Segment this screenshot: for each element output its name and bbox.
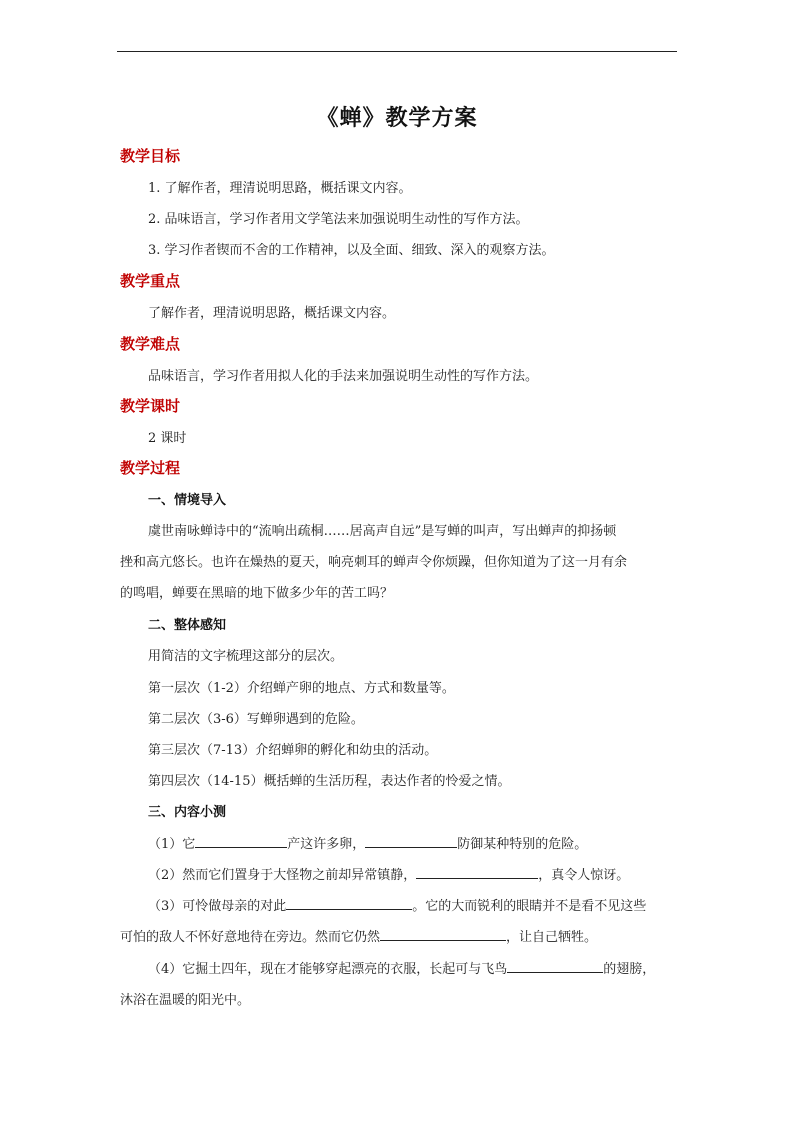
quiz-q1-text-b: 产这许多卵， — [287, 837, 366, 852]
hours-text: 2 课时 — [148, 431, 187, 446]
overall-line-5: 第四层次（14-15）概括蝉的生活历程，表达作者的怜爱之情。 — [148, 774, 511, 789]
goal-item-2: 2. 品味语言，学习作者用文学笔法来加强说明生动性的写作方法。 — [148, 212, 529, 227]
quiz-q1-blank-2[interactable] — [365, 834, 457, 848]
quiz-q4-text-b: 的翅膀， — [603, 962, 656, 977]
overall-line-3: 第二层次（3-6）写蝉卵遇到的危险。 — [148, 712, 364, 727]
document-title: 《蝉》教学方案 — [316, 105, 478, 131]
subheading-overall: 二、整体感知 — [148, 618, 227, 633]
quiz-q2-blank-1[interactable] — [416, 865, 538, 879]
quiz-question-3-cont — [120, 926, 597, 945]
quiz-q3-blank-2[interactable] — [380, 927, 506, 941]
header-rule — [117, 51, 677, 52]
heading-goals: 教学目标 — [120, 147, 181, 165]
quiz-question-4-cont: 沐浴在温暖的阳光中。 — [120, 993, 251, 1008]
quiz-q3-text-b: 。它的大而锐利的眼睛并不是看不见这些 — [412, 899, 647, 914]
overall-line-2: 第一层次（1-2）介绍蝉产卵的地点、方式和数量等。 — [148, 681, 455, 696]
quiz-q4-blank-1[interactable] — [507, 959, 603, 973]
quiz-q1-text-c: 防御某种特别的危险。 — [457, 837, 588, 852]
intro-line-1: 虞世南咏蝉诗中的“流响出疏桐……居高声自远”是写蝉的叫声，写出蝉声的抑扬顿 — [148, 524, 617, 539]
quiz-q3-text-d: ，让自己牺牲。 — [506, 930, 598, 945]
intro-line-3: 的鸣唱，蝉要在黑暗的地下做多少年的苦工吗？ — [120, 586, 394, 601]
key-point-text: 了解作者，理清说明思路，概括课文内容。 — [148, 306, 396, 321]
quiz-question-3 — [148, 895, 646, 914]
heading-hours: 教学课时 — [120, 397, 181, 415]
heading-difficulty: 教学难点 — [120, 335, 181, 353]
goal-item-1: 1. 了解作者，理清说明思路，概括课文内容。 — [148, 181, 412, 196]
subheading-intro: 一、情境导入 — [148, 493, 227, 508]
quiz-q1-blank-1[interactable] — [195, 834, 287, 848]
quiz-q3-blank-1[interactable] — [286, 896, 412, 910]
difficulty-text: 品味语言，学习作者用拟人化的手法来加强说明生动性的写作方法。 — [148, 369, 539, 384]
overall-line-4: 第三层次（7-13）介绍蝉卵的孵化和幼虫的活动。 — [148, 743, 438, 758]
quiz-question-1 — [148, 833, 587, 852]
heading-process: 教学过程 — [120, 459, 181, 477]
quiz-q3-text-c: 可怕的敌人不怀好意地待在旁边。然而它仍然 — [120, 930, 381, 945]
quiz-q2-text-b: ，真令人惊讶。 — [538, 868, 630, 883]
quiz-question-2 — [148, 864, 629, 883]
heading-key-point: 教学重点 — [120, 272, 181, 290]
quiz-q4-text-a: （4）它掘土四年，现在才能够穿起漂亮的衣服，长起可与飞鸟 — [148, 962, 508, 977]
subheading-quiz: 三、内容小测 — [148, 805, 227, 820]
quiz-question-4 — [148, 958, 655, 977]
quiz-q2-text-a: （2）然而它们置身于大怪物之前却异常镇静， — [148, 868, 417, 883]
goal-item-3: 3. 学习作者锲而不舍的工作精神，以及全面、细致、深入的观察方法。 — [148, 243, 555, 258]
overall-line-1: 用简洁的文字梳理这部分的层次。 — [148, 649, 344, 664]
quiz-q1-text-a: （1）它 — [148, 837, 196, 852]
quiz-q3-text-a: （3）可怜做母亲的对此 — [148, 899, 287, 914]
intro-line-2: 挫和高亢悠长。也许在燥热的夏天，响亮刺耳的蝉声令你烦躁，但你知道为了这一月有余 — [120, 555, 628, 570]
